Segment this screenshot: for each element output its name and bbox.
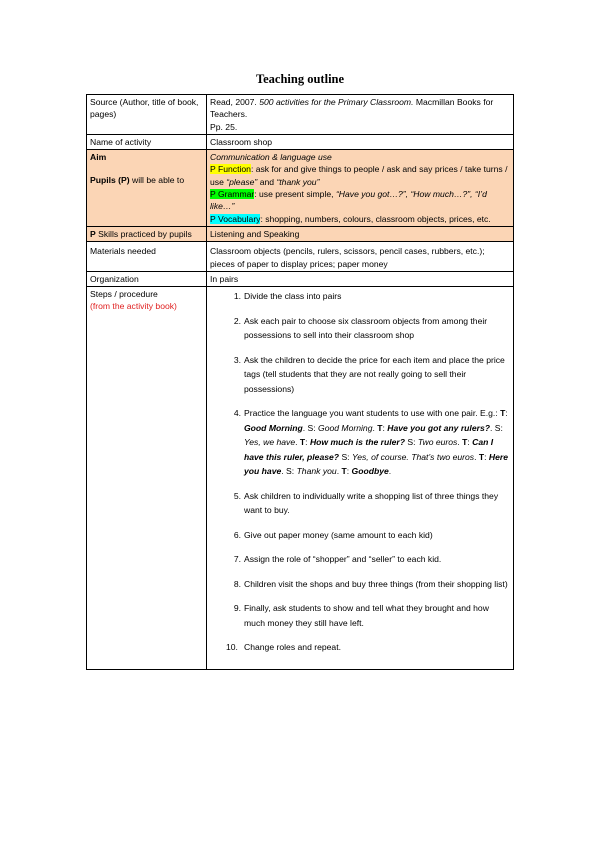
aim-value: [207, 150, 514, 227]
step-text-part: :: [505, 408, 508, 419]
aim-label: [87, 150, 207, 227]
row-steps: [87, 287, 514, 670]
step-number: 7.: [233, 554, 241, 565]
pupils-rest: will be able to: [129, 175, 185, 186]
source-book-title: 500 activities for the Primary Classroom.: [259, 97, 414, 107]
steps-label-title: Steps / procedure: [90, 289, 158, 300]
grammar-text: : use present simple,: [254, 189, 336, 200]
step-number: 3.: [233, 354, 241, 365]
skills-label-bold: P: [90, 228, 96, 239]
activity-value: Classroom shop: [207, 134, 514, 149]
step-item: [210, 314, 510, 343]
activity-label: Name of activity: [87, 134, 207, 149]
step-text-part: Yes, we have: [244, 437, 296, 448]
pupils-bold: Pupils (P): [90, 175, 130, 186]
skills-value: Listening and Speaking: [207, 226, 514, 241]
step-text-part: S:: [404, 437, 418, 448]
step-number: 10.: [226, 642, 238, 653]
step-text-part: :: [484, 451, 489, 462]
step-text: Assign the role of “shopper” and “seller” to each kid.: [244, 554, 442, 565]
step-text-part: . S:: [281, 466, 297, 477]
aim-function: [210, 163, 510, 188]
step-text-part: . S:: [489, 422, 503, 433]
step-text-part: T: [377, 422, 383, 433]
step-text-part: T: [462, 437, 468, 448]
step-item: [210, 528, 510, 543]
step-number: 8.: [233, 578, 241, 589]
step-text-part: Can I have this ruler, please?: [244, 437, 494, 462]
step-text-part: Thank you: [296, 466, 337, 477]
step-text-part: .: [336, 466, 342, 477]
step-text-part: T: [500, 408, 506, 419]
step-text-part: :: [382, 422, 388, 433]
step-text-part: Here you have: [244, 451, 509, 477]
source-value: [207, 95, 514, 135]
aim-label-title: Aim: [90, 152, 107, 163]
skills-label-rest: Skills practiced by pupils: [95, 228, 192, 239]
step-item: [210, 640, 510, 655]
source-post: Macmillan Books for Teachers.: [210, 97, 494, 120]
step-text-part: Goodbye: [351, 466, 389, 477]
step-text-part: T: [341, 466, 347, 477]
step-number: 6.: [233, 529, 241, 540]
step-text-part: Good Morning: [318, 422, 373, 433]
function-thankyou: “thank you”: [276, 176, 320, 187]
step-text-part: Have you got any rulers?: [387, 422, 490, 433]
step-text-part: :: [305, 437, 310, 448]
step-text-part: . S:: [302, 422, 319, 433]
organization-label: Organization: [87, 271, 207, 286]
steps-label-sub: (from the activity book): [90, 301, 177, 312]
step-text-part: Good Morning: [244, 422, 303, 433]
steps-value: [207, 287, 514, 670]
vocab-label: P Vocabulary: [210, 213, 261, 224]
step-text: Children visit the shops and buy three things (from their shopping list): [244, 578, 508, 589]
step-text-part: T: [299, 437, 306, 448]
materials-value: Classroom objects (pencils, rulers, scissors, pencil cases, rubbers, etc.); pieces of paper to display prices; paper money: [207, 242, 514, 272]
step-number: 4.: [233, 408, 241, 419]
step-item: [210, 406, 510, 479]
steps-list: [210, 289, 510, 655]
step-item: [210, 353, 510, 397]
step-text-part: .: [388, 466, 392, 477]
source-pages: Pp. 25.: [210, 121, 238, 132]
row-aim: [87, 150, 514, 227]
steps-label: [87, 287, 207, 670]
step-text-part: Two euros: [417, 437, 458, 448]
row-activity: [87, 134, 514, 149]
step-text-part: S:: [339, 451, 352, 462]
function-text: : ask for and give things to people / ask and say prices / take turns / use: [210, 164, 508, 187]
step-text: Ask each pair to choose six classroom objects from among their possessions to sell into their classroom shop: [244, 315, 488, 341]
aim-label-pupils: [90, 174, 203, 186]
step-text-part: .: [372, 422, 378, 433]
grammar-examples: “Have you got…?”, “How much…?”, “I’d like…”: [210, 189, 487, 212]
step-number: 1.: [233, 291, 241, 302]
step-text: Give out paper money (same amount to each kid): [244, 529, 433, 540]
function-and: and: [257, 176, 277, 187]
aim-heading: Communication & language use: [210, 152, 332, 163]
row-organization: [87, 271, 514, 286]
step-text-part: .: [457, 437, 463, 448]
step-text: Ask children to individually write a shopping list of three things they want to buy.: [244, 490, 499, 516]
step-number: 2.: [233, 315, 241, 326]
grammar-label: P Grammar: [210, 189, 255, 200]
function-label: P Function: [210, 164, 251, 175]
step-number: 5.: [233, 490, 241, 501]
step-item: [210, 601, 510, 630]
source-pre: Read, 2007.: [210, 97, 260, 107]
step-text-part: Practice the language you want students to use with one pair. E.g.:: [244, 408, 501, 419]
step-text-part: :: [467, 437, 473, 448]
teaching-outline-table: [86, 94, 514, 670]
row-materials: [87, 242, 514, 272]
step-text-part: .: [295, 437, 300, 448]
step-item: [210, 552, 510, 567]
aim-grammar: [210, 188, 510, 213]
step-text-part: .: [474, 451, 479, 462]
step-text-part: Yes, of course. That’s two euros: [351, 451, 475, 462]
step-text: Ask the children to decide the price for each item and place the price tags (tell students that they are not really going to sell their possessions): [244, 354, 505, 394]
page-title: Teaching outline: [255, 72, 345, 86]
step-text: Finally, ask students to show and tell what they brought and how much money they still have left.: [244, 603, 489, 628]
step-item: [210, 289, 510, 304]
skills-label: [87, 226, 207, 241]
row-source: [87, 95, 514, 135]
step-text: Divide the class into pairs: [244, 291, 342, 302]
source-label: Source (Author, title of book, pages): [87, 95, 207, 135]
step-text-part: T: [478, 451, 485, 462]
step-item: [210, 489, 510, 518]
step-text-part: :: [346, 466, 352, 477]
materials-label: Materials needed: [87, 242, 207, 272]
row-skills: [87, 226, 514, 241]
vocab-text: : shopping, numbers, colours, classroom objects, prices, etc.: [260, 213, 491, 224]
aim-vocabulary: [210, 213, 510, 225]
step-number: 9.: [233, 603, 241, 614]
function-please: “please”: [226, 176, 258, 187]
step-text: Change roles and repeat.: [244, 642, 341, 653]
organization-value: In pairs: [207, 271, 514, 286]
step-text-part: How much is the ruler?: [309, 437, 405, 448]
step-item: [210, 577, 510, 592]
